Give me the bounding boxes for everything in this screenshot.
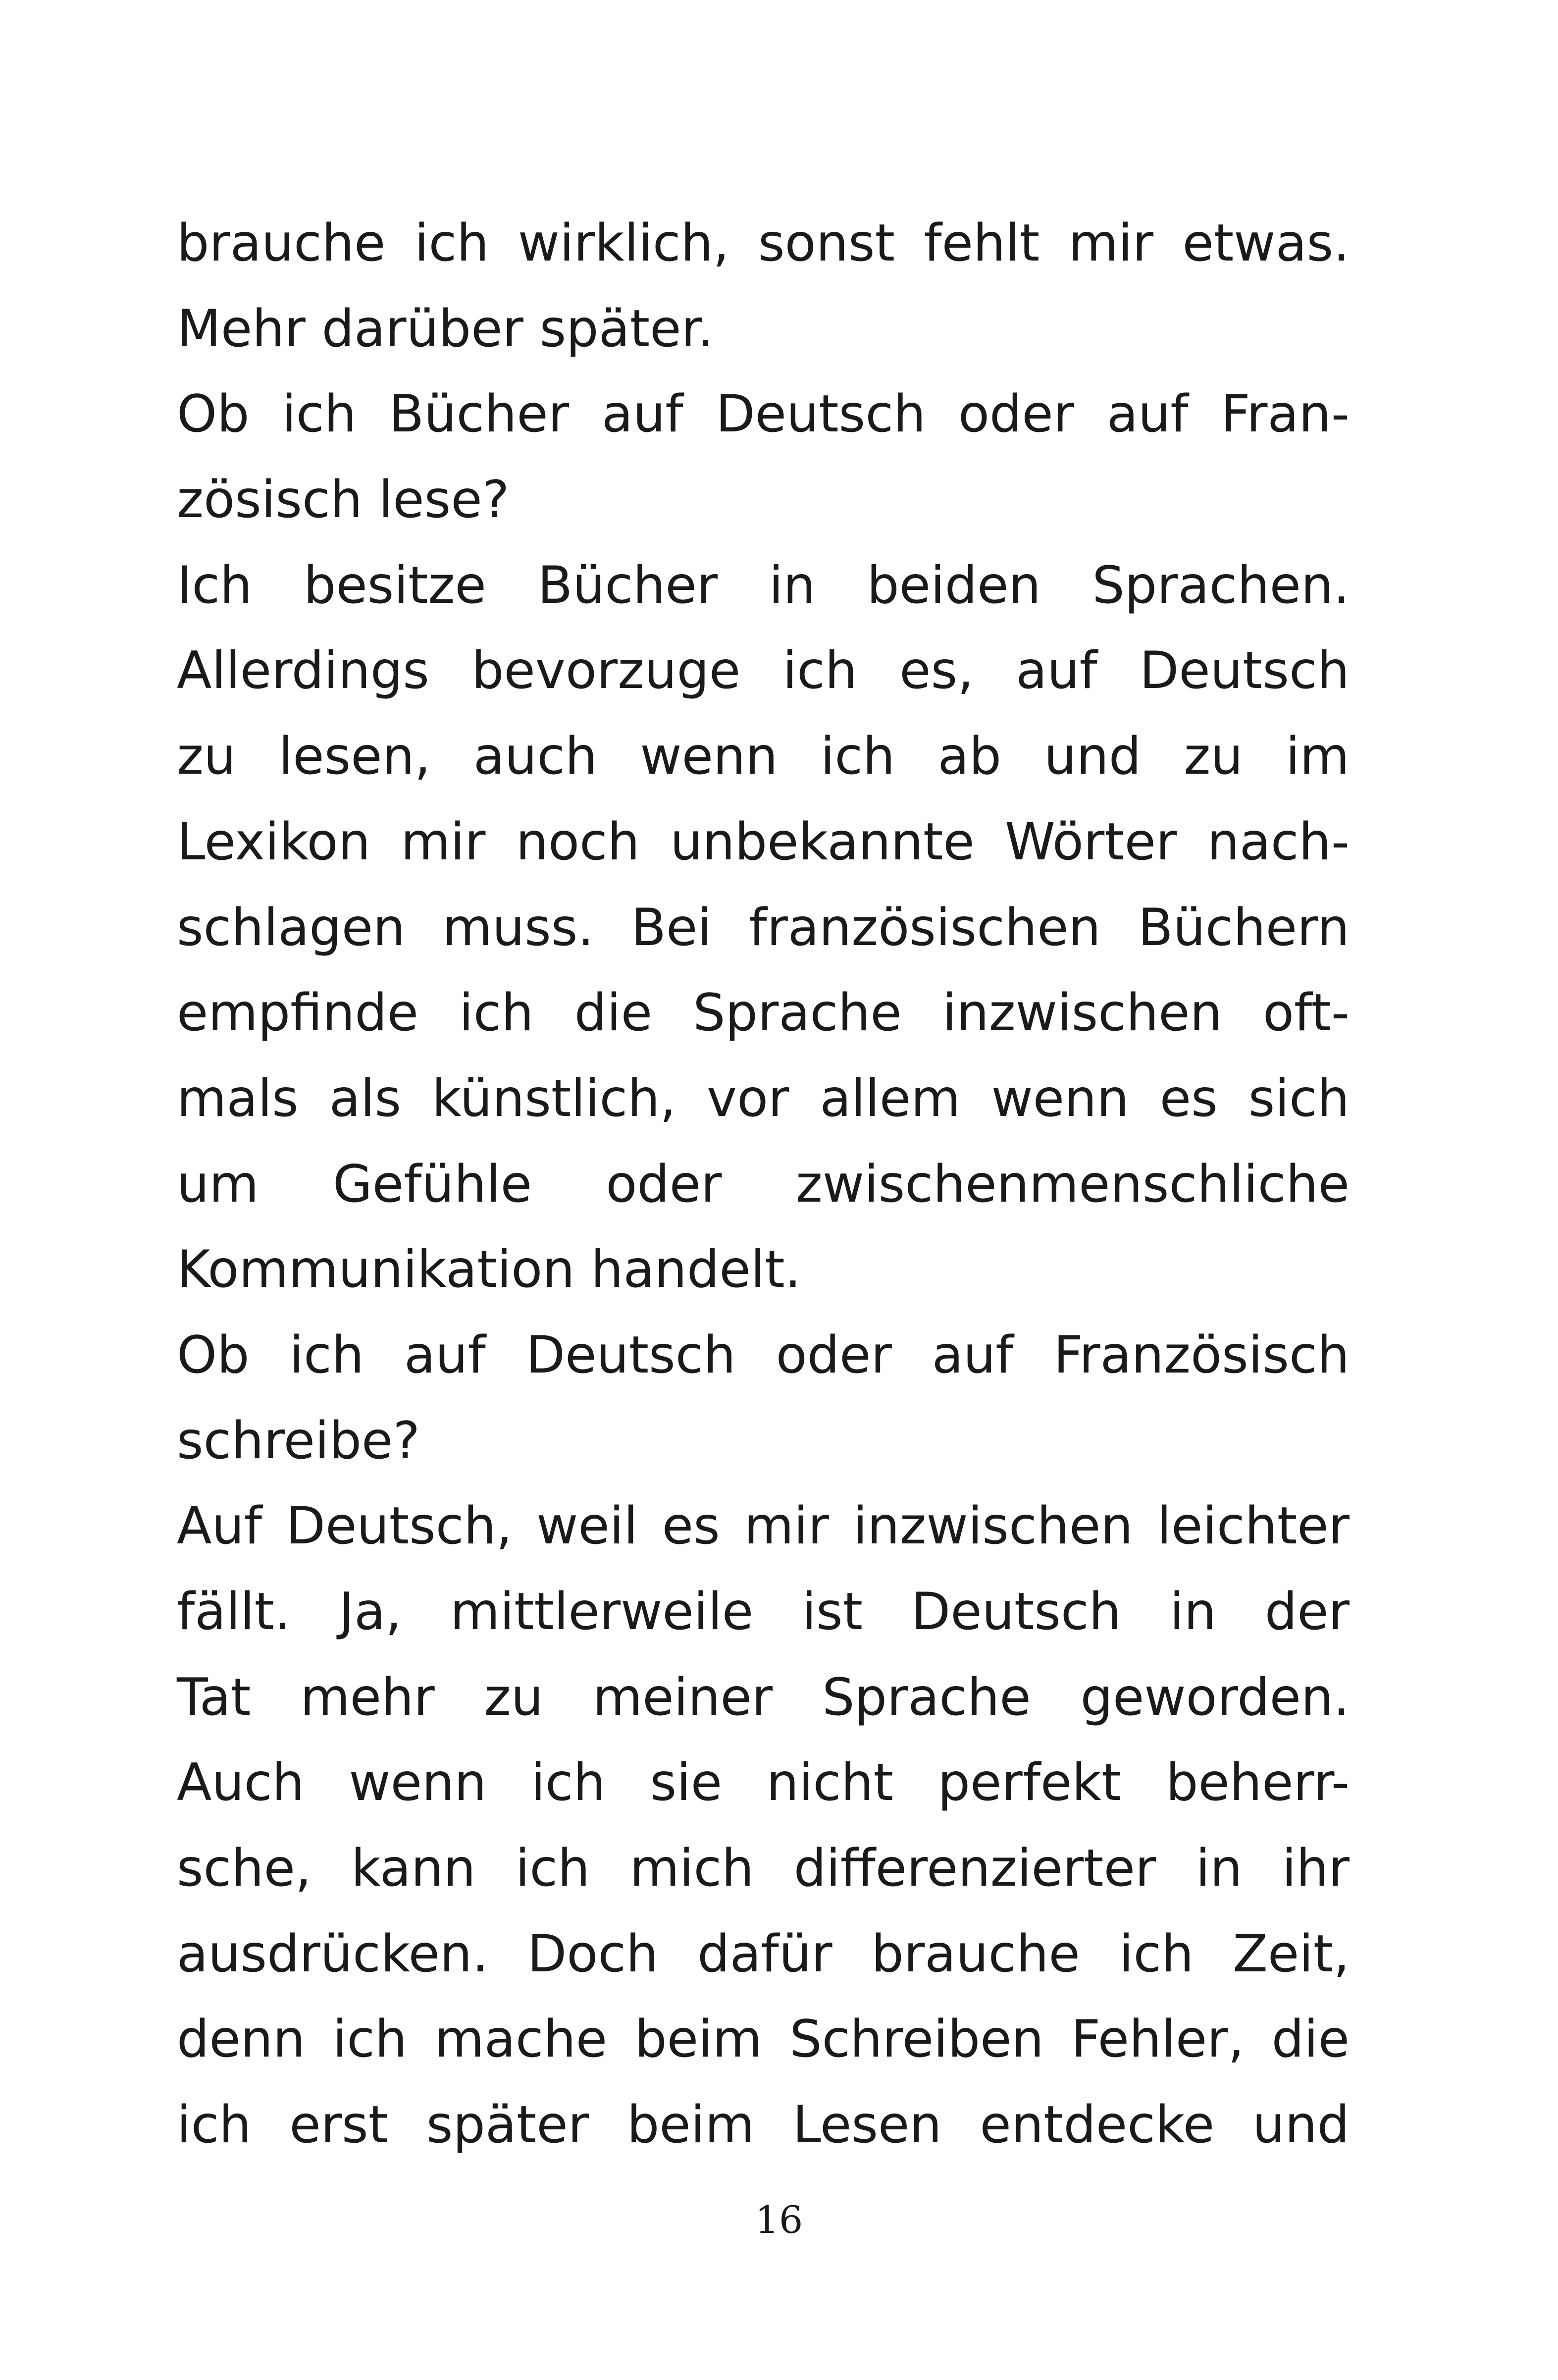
- body-text: [177, 201, 1350, 2168]
- text-line: um Gefühle oder zwischenmenschliche: [177, 1154, 1350, 1214]
- text-line: schreibe?: [177, 1411, 420, 1471]
- text-line: Allerdings bevorzuge ich es, auf Deutsch: [177, 641, 1350, 701]
- text-line: sche, kann ich mich differenzierter in ihr: [177, 1839, 1350, 1899]
- text-line: Tat mehr zu meiner Sprache geworden.: [177, 1667, 1350, 1727]
- text-line: Ob ich auf Deutsch oder auf Französisch: [177, 1325, 1350, 1385]
- text-line: mals als künstlich, vor allem wenn es sich: [177, 1068, 1350, 1128]
- text-line: Ob ich Bücher auf Deutsch oder auf Fran-: [177, 384, 1350, 444]
- text-line: zösisch lese?: [177, 470, 510, 530]
- text-line: zu lesen, auch wenn ich ab und zu im: [177, 727, 1350, 787]
- text-line: ausdrücken. Doch dafür brauche ich Zeit,: [177, 1924, 1350, 1984]
- page-number: 16: [755, 2198, 803, 2242]
- text-line: empfinde ich die Sprache inzwischen oft-: [177, 983, 1350, 1043]
- text-line: ich erst später beim Lesen entdecke und: [177, 2095, 1350, 2155]
- text-line: denn ich mache beim Schreiben Fehler, die: [177, 2010, 1350, 2069]
- text-line: Ich besitze Bücher in beiden Sprachen.: [177, 555, 1350, 615]
- text-line: fällt. Ja, mittlerweile ist Deutsch in der: [177, 1582, 1350, 1641]
- text-line: Auch wenn ich sie nicht perfekt beherr-: [177, 1753, 1350, 1813]
- text-line: brauche ich wirklich, sonst fehlt mir etwas.: [177, 213, 1350, 273]
- text-line: Mehr darüber später.: [177, 299, 714, 359]
- text-line: Auf Deutsch, weil es mir inzwischen leichter: [177, 1496, 1350, 1556]
- text-line: schlagen muss. Bei französischen Büchern: [177, 898, 1350, 957]
- text-line: Kommunikation handelt.: [177, 1240, 801, 1300]
- text-line: Lexikon mir noch unbekannte Wörter nach-: [177, 812, 1350, 872]
